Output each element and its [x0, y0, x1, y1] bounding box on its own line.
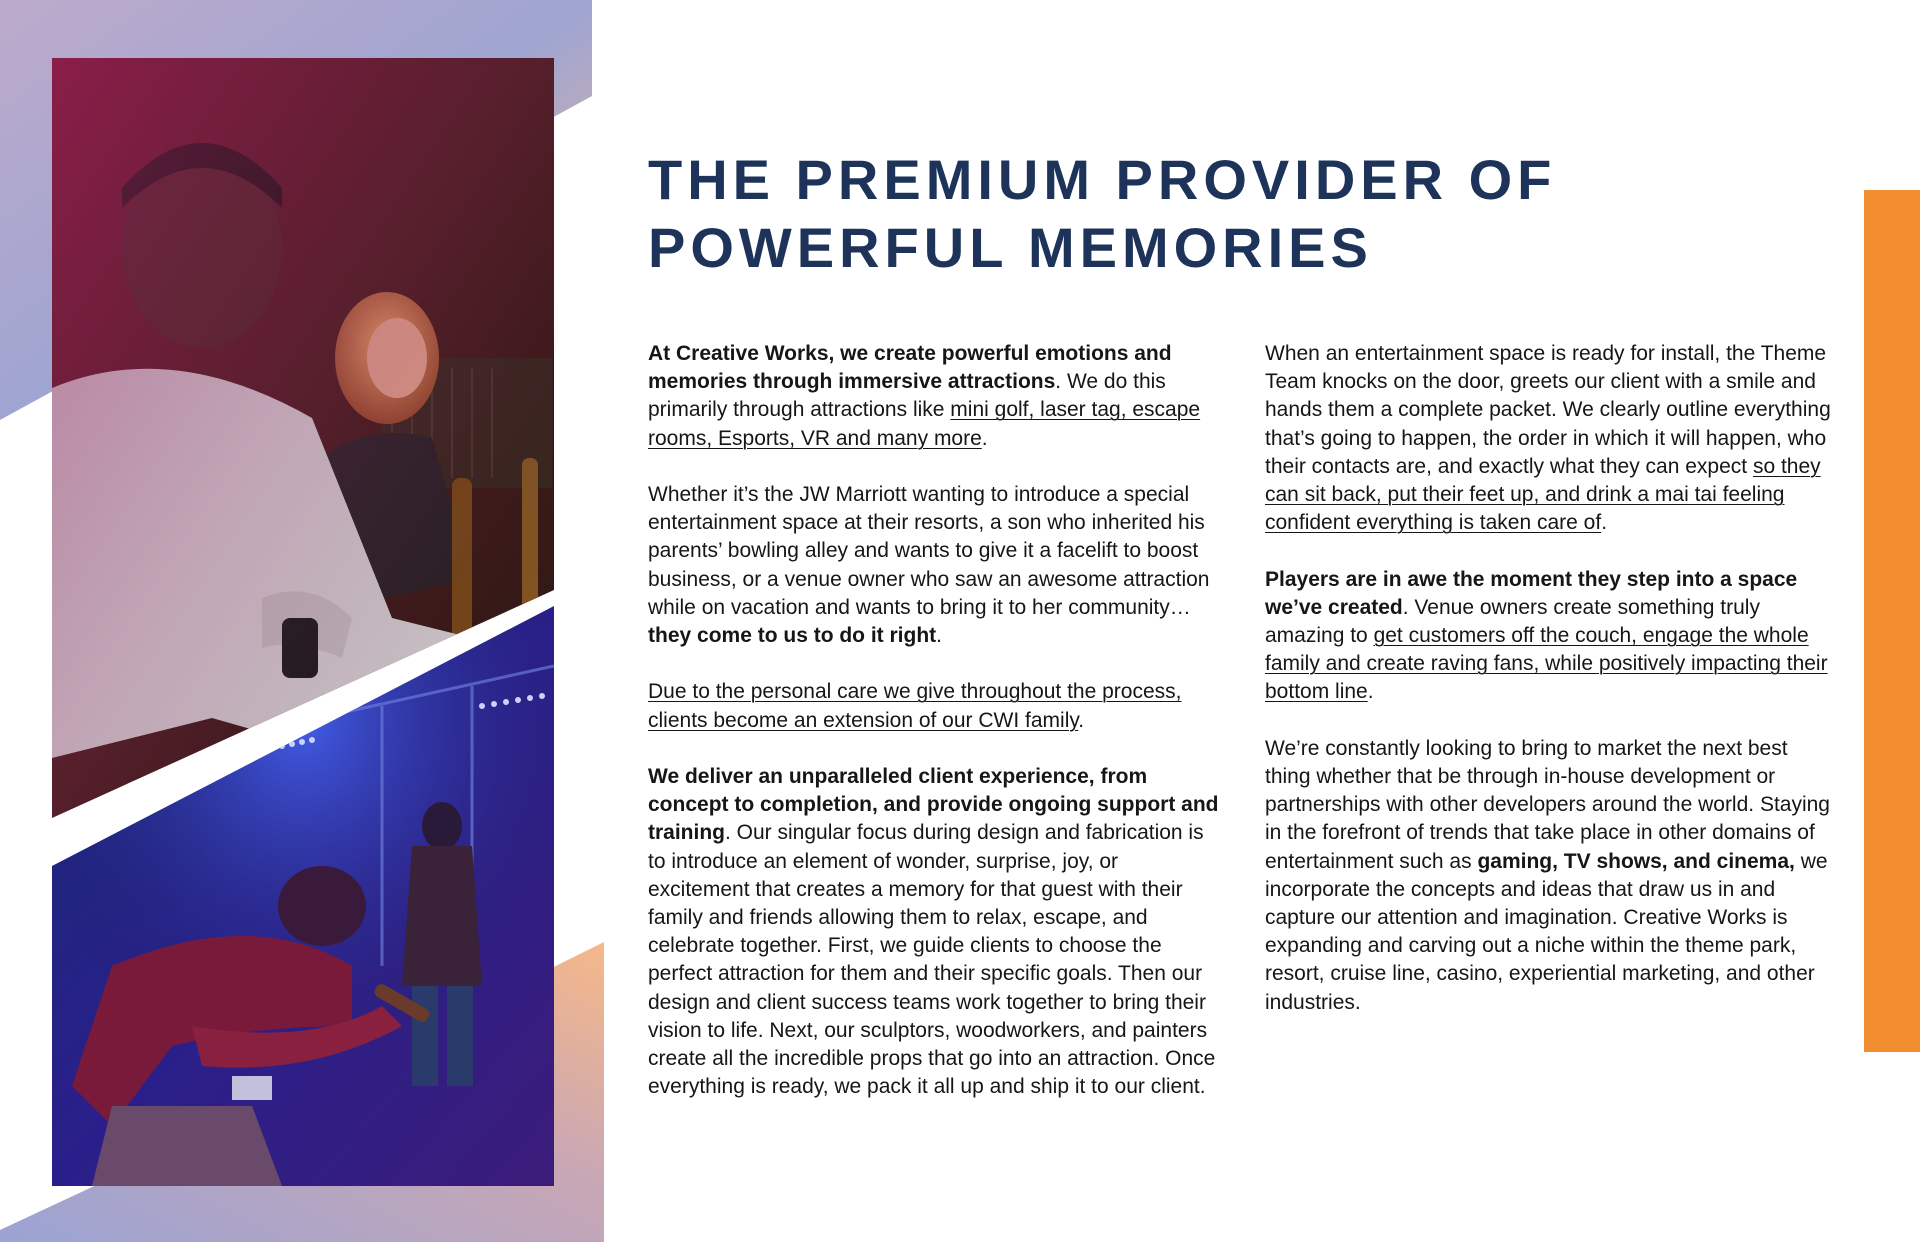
intro-paragraph — [648, 340, 1222, 453]
intro-text: . We do this primarily through attractions like — [648, 370, 1166, 422]
install-paragraph — [1265, 340, 1833, 537]
players-bold: Players are in awe the moment they step into a space we’ve created — [1265, 567, 1798, 619]
headline-line-1: THE PREMIUM PROVIDER OF — [648, 148, 1557, 211]
care-link: Due to the personal care we give throughout the process, clients become an extension of our CWI family — [648, 680, 1182, 732]
clients-end: . — [936, 624, 943, 648]
customers-link: get customers off the couch, engage the whole family and create raving fans, while positively impacting their bottom line — [1265, 624, 1828, 704]
players-end: . — [1367, 680, 1374, 704]
page-headline — [648, 146, 1788, 282]
mai-tai-link: so they can sit back, put their feet up, and drink a mai tai feeling confident everything is taken care of — [1265, 454, 1821, 535]
left-text-column — [648, 340, 1222, 1130]
clients-paragraph — [648, 481, 1222, 650]
market-paragraph — [1265, 735, 1833, 1017]
experience-text: . Our singular focus during design and fabrication is to introduce an element of wonder, surprise, joy, or excitement that creates a memory for that guest with their family and friends allowing them to relax, escape, and celebrate together. First, we guide clients to choose the perfect attraction for them and their specific goals. Then our design and client success teams work together to bring their vision to life. Next, our sculptors, woodworkers, and painters create all the incredible props that go into an attraction. Once everything is ready, we pack it all up and ship it to our client. — [648, 821, 1216, 1099]
experience-paragraph — [648, 763, 1222, 1101]
care-paragraph — [648, 678, 1222, 734]
install-text: When an entertainment space is ready for install, the Theme Team knocks on the door, greets our client with a smile and hands them a complete packet. We clearly outline everything that’s going to happen, the order in which it will happen, who their contacts are, and exactly what they can expect — [1265, 342, 1831, 478]
market-text: We’re constantly looking to bring to market the next best thing whether that be through in-house development or partnerships with other developers around the world. Staying in the forefront of trends that take place in other domains of entertainment such as — [1265, 736, 1830, 873]
market-text-2: we incorporate the concepts and ideas that draw us in and capture our attention and imagination. Creative Works is expanding and carving out a niche within the theme park, resort, cruise line, casino, experiential marketing, and other industries. — [1265, 849, 1828, 1014]
care-end: . — [1078, 708, 1085, 732]
clients-text: Whether it’s the JW Marriott wanting to introduce a special entertainment space at their resorts, a son who inherited his parents’ bowling alley and wants to give it a facelift to boost business, or a venue owner who saw an awesome attraction while on vacation and wants to bring it to her community… — [648, 483, 1210, 619]
players-paragraph — [1265, 566, 1833, 707]
intro-bold: At Creative Works, we create powerful emotions and memories through immersive attractions — [648, 342, 1172, 394]
right-text-column — [1265, 340, 1833, 1045]
market-bold: gaming, TV shows, and cinema, — [1477, 849, 1795, 873]
experience-bold: We deliver an unparalleled client experience, from concept to completion, and provide ongoing support and training — [648, 765, 1219, 845]
attractions-link: mini golf, laser tag, escape rooms, Esports, VR and many more — [648, 398, 1201, 450]
headline-line-2: POWERFUL MEMORIES — [648, 216, 1373, 279]
install-end: . — [1601, 511, 1608, 535]
orange-accent-bar — [1864, 190, 1920, 1052]
clients-bold: they come to us to do it right — [648, 624, 937, 648]
intro-end: . — [981, 426, 988, 450]
players-text: . Venue owners create something truly amazing to — [1265, 595, 1760, 648]
